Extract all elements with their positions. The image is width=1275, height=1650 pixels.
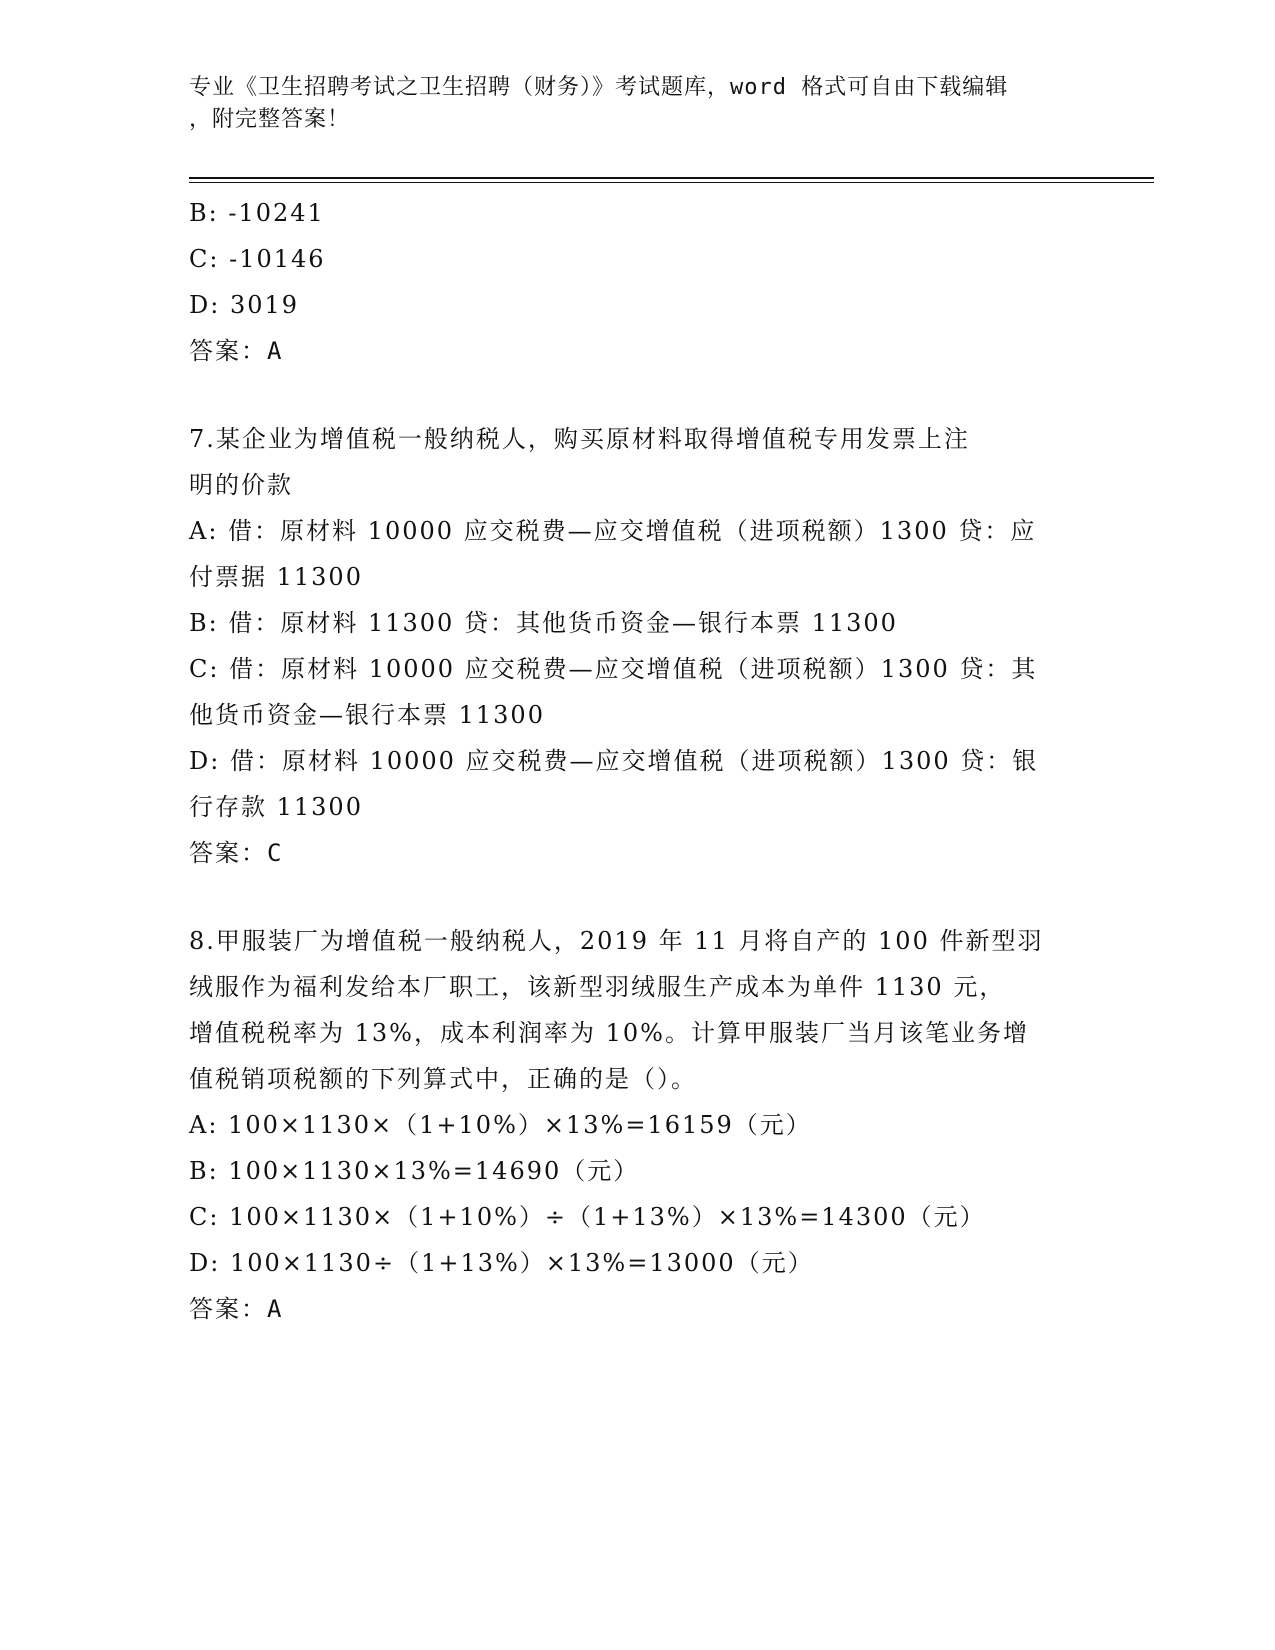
option-a: A: 100×1130×（1+10%）×13%=16159（元） <box>189 1111 812 1139</box>
question-spacer <box>189 374 1089 416</box>
option-d: D: 3019 <box>189 291 300 319</box>
question-stem-line: 7.某企业为增值税一般纳税人，购买原材料取得增值税专用发票上注 <box>189 425 970 453</box>
previous-question <box>189 190 1089 374</box>
answer-line: 答案：C <box>189 839 284 867</box>
question-7 <box>189 416 1089 876</box>
question-stem-line: 明的价款 <box>189 471 293 499</box>
option-a-continued: 付票据 11300 <box>189 563 363 591</box>
answer-line: 答案：A <box>189 1295 284 1323</box>
option-b: B: 借：原材料 11300 贷：其他货币资金—银行本票 11300 <box>189 609 898 637</box>
option-d: D: 借：原材料 10000 应交税费—应交增值税（进项税额）1300 贷：银 <box>189 747 1039 775</box>
option-c: C: 借：原材料 10000 应交税费—应交增值税（进项税额）1300 贷：其 <box>189 655 1038 683</box>
header-divider-bottom <box>189 182 1154 183</box>
header-line-1: 专业《卫生招聘考试之卫生招聘（财务）》考试题库，word 格式可自由下载编辑 <box>189 75 1009 100</box>
answer-line: 答案：A <box>189 337 284 365</box>
header-line-2: ，附完整答案！ <box>189 107 351 132</box>
option-d: D: 100×1130÷（1+13%）×13%=13000（元） <box>189 1249 814 1277</box>
question-spacer <box>189 876 1089 918</box>
question-stem-line: 绒服作为福利发给本厂职工，该新型羽绒服生产成本为单件 1130 元， <box>189 973 1006 1001</box>
question-8 <box>189 918 1089 1332</box>
question-stem-line: 8.甲服装厂为增值税一般纳税人，2019 年 11 月将自产的 100 件新型羽 <box>189 927 1044 955</box>
option-c-continued: 他货币资金—银行本票 11300 <box>189 701 545 729</box>
option-a: A: 借：原材料 10000 应交税费—应交增值税（进项税额）1300 贷：应 <box>189 517 1037 545</box>
header-divider-top <box>189 177 1154 179</box>
option-c: C: 100×1130×（1+10%）÷（1+13%）×13%=14300（元） <box>189 1203 986 1231</box>
option-d-continued: 行存款 11300 <box>189 793 363 821</box>
question-stem-line: 值税销项税额的下列算式中，正确的是（）。 <box>189 1065 697 1093</box>
document-header <box>189 72 1089 136</box>
option-b: B: 100×1130×13%=14690（元） <box>189 1157 640 1185</box>
option-c: C: -10146 <box>189 245 326 273</box>
option-b: B: -10241 <box>189 199 325 227</box>
document-body <box>189 190 1089 1332</box>
question-stem-line: 增值税税率为 13%，成本利润率为 10%。计算甲服装厂当月该笔业务增 <box>189 1019 1029 1047</box>
